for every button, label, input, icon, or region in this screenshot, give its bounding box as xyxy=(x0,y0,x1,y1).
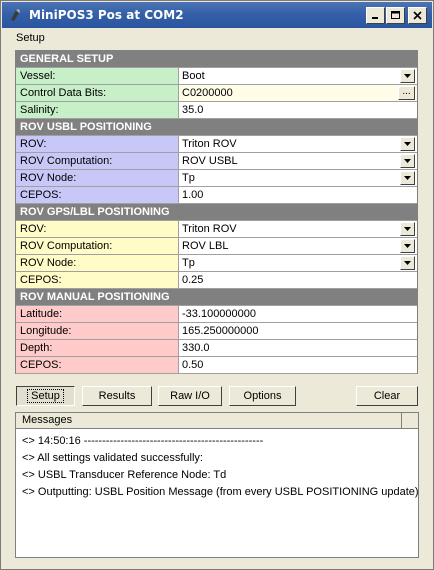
raw-io-button[interactable]: Raw I/O xyxy=(158,386,222,406)
menu-setup[interactable]: Setup xyxy=(16,32,45,44)
salinity-value[interactable]: 35.0 xyxy=(179,102,417,118)
lbl-rov-computation-value-text: ROV LBL xyxy=(182,240,229,252)
usbl-rov-node-label: ROV Node: xyxy=(16,170,179,186)
lbl-rov-node-value-text: Tp xyxy=(182,257,195,269)
message-line: <> USBL Transducer Reference Node: Td xyxy=(22,469,227,481)
lbl-cepos-label: CEPOS: xyxy=(16,272,179,288)
usbl-rov-node-value[interactable] xyxy=(179,170,417,186)
chevron-down-icon xyxy=(404,159,411,163)
usbl-rov-value-text: Triton ROV xyxy=(182,138,237,150)
minimize-button[interactable] xyxy=(366,7,385,24)
row-usbl-rov-node[interactable] xyxy=(16,170,417,187)
lbl-rov-computation-value[interactable] xyxy=(179,238,417,254)
section-rov-manual-positioning: ROV MANUAL POSITIONING xyxy=(16,289,417,306)
row-lbl-rov[interactable] xyxy=(16,221,417,238)
usbl-rov-label: ROV: xyxy=(16,136,179,152)
row-salinity[interactable] xyxy=(16,102,417,119)
usbl-rov-computation-dropdown-button[interactable] xyxy=(400,154,415,168)
manual-cepos-label: CEPOS: xyxy=(16,357,179,373)
latitude-value[interactable]: -33.100000000 xyxy=(179,306,417,322)
row-usbl-rov[interactable] xyxy=(16,136,417,153)
lbl-rov-node-label: ROV Node: xyxy=(16,255,179,271)
longitude-value[interactable]: 165.250000000 xyxy=(179,323,417,339)
lbl-rov-computation-label: ROV Computation: xyxy=(16,238,179,254)
lbl-rov-value-text: Triton ROV xyxy=(182,223,237,235)
usbl-cepos-value[interactable]: 1.00 xyxy=(179,187,417,203)
section-rov-usbl-positioning: ROV USBL POSITIONING xyxy=(16,119,417,136)
lbl-rov-label: ROV: xyxy=(16,221,179,237)
control-data-bits-value[interactable] xyxy=(179,85,417,101)
usbl-rov-node-value-text: Tp xyxy=(182,172,195,184)
close-icon xyxy=(413,11,422,20)
lbl-rov-node-dropdown-button[interactable] xyxy=(400,256,415,270)
messages-list[interactable] xyxy=(22,433,419,501)
row-usbl-cepos[interactable] xyxy=(16,187,417,204)
row-control-data-bits[interactable] xyxy=(16,85,417,102)
setup-button-label: Setup xyxy=(27,389,64,403)
vessel-label: Vessel: xyxy=(16,68,179,84)
usbl-rov-computation-value[interactable] xyxy=(179,153,417,169)
salinity-label: Salinity: xyxy=(16,102,179,118)
usbl-rov-value[interactable] xyxy=(179,136,417,152)
results-button[interactable]: Results xyxy=(82,386,152,406)
row-longitude[interactable] xyxy=(16,323,417,340)
chevron-down-icon xyxy=(404,74,411,78)
depth-label: Depth: xyxy=(16,340,179,356)
row-vessel[interactable] xyxy=(16,68,417,85)
chevron-down-icon xyxy=(404,244,411,248)
usbl-cepos-label: CEPOS: xyxy=(16,187,179,203)
menu-bar xyxy=(2,29,432,47)
chevron-down-icon xyxy=(404,227,411,231)
options-button[interactable]: Options xyxy=(229,386,296,406)
usbl-rov-node-dropdown-button[interactable] xyxy=(400,171,415,185)
usbl-rov-computation-label: ROV Computation: xyxy=(16,153,179,169)
chevron-down-icon xyxy=(404,142,411,146)
property-grid xyxy=(15,50,418,374)
vessel-dropdown-button[interactable] xyxy=(400,69,415,83)
manual-cepos-value[interactable]: 0.50 xyxy=(179,357,417,373)
chevron-down-icon xyxy=(404,176,411,180)
minimize-icon xyxy=(371,11,380,20)
setup-button[interactable] xyxy=(16,386,75,406)
message-line: <> 14:50:16 ------------------------------------------------- xyxy=(22,435,264,447)
row-lbl-rov-computation[interactable] xyxy=(16,238,417,255)
messages-column-header[interactable]: Messages xyxy=(16,413,402,429)
lbl-cepos-value[interactable]: 0.25 xyxy=(179,272,417,288)
row-depth[interactable] xyxy=(16,340,417,357)
section-general-setup: GENERAL SETUP xyxy=(16,51,417,68)
lbl-rov-value[interactable] xyxy=(179,221,417,237)
app-icon xyxy=(8,7,24,23)
vessel-value-text: Boot xyxy=(182,70,205,82)
longitude-label: Longitude: xyxy=(16,323,179,339)
clear-button[interactable]: Clear xyxy=(356,386,418,406)
lbl-rov-node-value[interactable] xyxy=(179,255,417,271)
title-bar[interactable] xyxy=(2,2,432,28)
maximize-icon xyxy=(391,11,401,20)
control-data-bits-value-text: C0200000 xyxy=(182,87,233,99)
window-title: MiniPOS3 Pos at COM2 xyxy=(29,8,184,22)
usbl-rov-computation-value-text: ROV USBL xyxy=(182,155,238,167)
chevron-down-icon xyxy=(404,261,411,265)
section-rov-gps-lbl-positioning: ROV GPS/LBL POSITIONING xyxy=(16,204,417,221)
control-data-bits-ellipsis-button[interactable]: ... xyxy=(398,86,415,100)
latitude-label: Latitude: xyxy=(16,306,179,322)
lbl-rov-computation-dropdown-button[interactable] xyxy=(400,239,415,253)
maximize-button[interactable] xyxy=(386,7,405,24)
control-data-bits-label: Control Data Bits: xyxy=(16,85,179,101)
message-line: <> Outputting: USBL Position Message (from every USBL POSITIONING update) xyxy=(22,486,419,498)
message-line: <> All settings validated successfully: xyxy=(22,452,203,464)
row-lbl-rov-node[interactable] xyxy=(16,255,417,272)
usbl-rov-dropdown-button[interactable] xyxy=(400,137,415,151)
messages-panel xyxy=(15,412,419,558)
depth-value[interactable]: 330.0 xyxy=(179,340,417,356)
vessel-value[interactable] xyxy=(179,68,417,84)
row-latitude[interactable] xyxy=(16,306,417,323)
messages-header xyxy=(16,413,418,429)
lbl-rov-dropdown-button[interactable] xyxy=(400,222,415,236)
close-button[interactable] xyxy=(408,7,427,24)
row-usbl-rov-computation[interactable] xyxy=(16,153,417,170)
row-lbl-cepos[interactable] xyxy=(16,272,417,289)
row-manual-cepos[interactable] xyxy=(16,357,417,374)
